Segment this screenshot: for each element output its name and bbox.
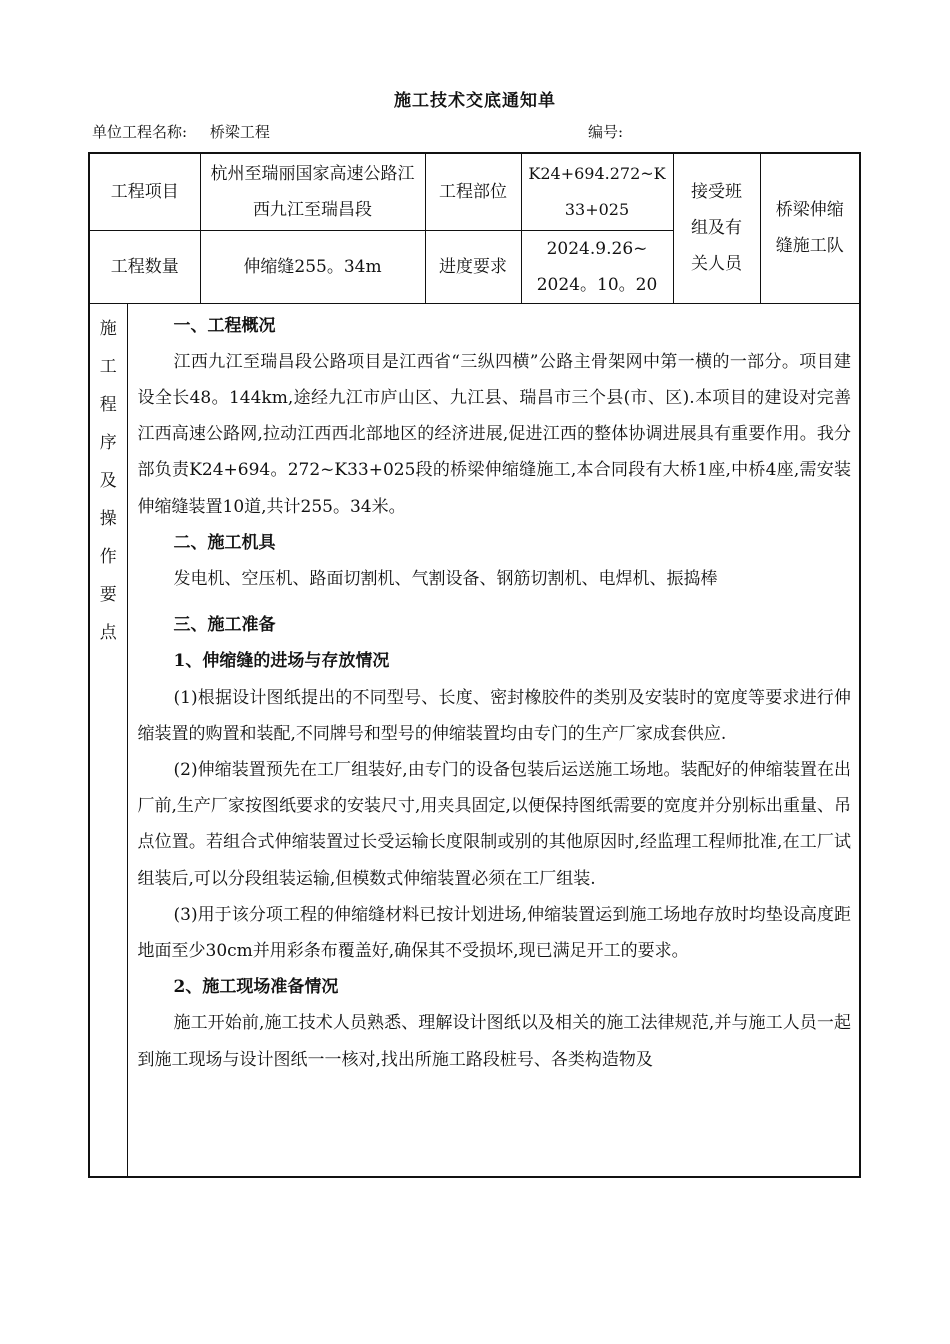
number-label: 编号: xyxy=(588,123,624,141)
project-part-value xyxy=(521,153,673,230)
receiver-label xyxy=(673,153,760,303)
overview-paragraph: 江西九江至瑞昌段公路项目是江西省“三纵四横”公路主骨架网中第一横的一部分。项目建设全长48。144km,途经九江市庐山区、九江县、瑞昌市三个县(市、区).本项目的建设对完善江西高速公路网,拉动江西西北部地区的经济进展,促进江西的整体协调进展具有重要作用。我分部负责K24+694。272~K33+025段的桥梁伸缩缝施工,本合同段有大桥1座,中桥4座,需安装伸缩缝装置10道,共计255。34米。 xyxy=(137,351,851,517)
spacer xyxy=(138,597,852,607)
section-heading-overview: 一、工程概况 xyxy=(173,315,276,336)
receiver-label-text: 接受班组及有关人员 xyxy=(691,182,742,275)
site-paragraph: 施工开始前,施工技术人员熟悉、理解设计图纸以及相关的施工法律规范,并与施工人员一起到施工现场与设计图纸一一核对,找出所施工路段桩号、各类构造物及 xyxy=(137,1013,851,1070)
subsection-heading-storage: 1、伸缩缝的进场与存放情况 xyxy=(173,651,390,672)
quantity-value: 伸缩缝255。34m xyxy=(200,230,425,303)
receiver-value-text: 桥梁伸缩缝施工队 xyxy=(775,200,844,257)
unit-name-value: 桥梁工程 xyxy=(209,123,270,141)
procedure-char: 工 xyxy=(99,356,117,377)
procedure-char: 序 xyxy=(99,432,117,453)
storage-paragraph-1: (1)根据设计图纸提出的不同型号、长度、密封橡胶件的类别及安装时的宽度等要求进行伸缩装置的购置和装配,不同牌号和型号的伸缩装置均由专门的生产厂家成套供应. xyxy=(137,687,851,744)
procedure-char: 程 xyxy=(99,394,117,415)
unit-name-label: 单位工程名称: xyxy=(92,123,188,141)
schedule-value xyxy=(521,230,673,303)
project-part-text: K24+694.272~K33+025 xyxy=(528,163,666,219)
project-item-text: 杭州至瑞丽国家高速公路江西九江至瑞昌段 xyxy=(210,163,415,220)
unit-name-line xyxy=(92,121,270,142)
procedure-label xyxy=(89,303,127,1177)
procedure-char: 施 xyxy=(99,318,117,339)
receiver-value xyxy=(760,153,860,303)
project-item-value xyxy=(200,153,425,230)
storage-paragraph-2: (2)伸缩装置预先在工厂组装好,由专门的设备包装后运送施工场地。装配好的伸缩装置在出厂前,生产厂家按图纸要求的安装尺寸,用夹具固定,以便保持图纸需要的宽度并分别标出重量、吊点位置。若组合式伸缩装置过长受运输长度限制或别的其他原因时,经监理工程师批准,在工厂试组装后,可以分段组装运输,但模数式伸缩装置必须在工厂组装. xyxy=(137,759,851,889)
project-part-label: 工程部位 xyxy=(425,153,521,230)
notice-table xyxy=(88,152,861,1178)
schedule-label: 进度要求 xyxy=(425,230,521,303)
schedule-end: 2024。10。20 xyxy=(536,274,658,295)
equipment-paragraph: 发电机、空压机、路面切割机、气割设备、钢筋切割机、电焊机、振捣棒 xyxy=(173,568,718,589)
schedule-start: 2024.9.26~ xyxy=(546,238,648,259)
project-item-label: 工程项目 xyxy=(89,153,200,230)
procedure-char: 要 xyxy=(99,584,117,605)
quantity-label: 工程数量 xyxy=(89,230,200,303)
section-heading-equipment: 二、施工机具 xyxy=(173,532,276,553)
procedure-char: 及 xyxy=(99,470,117,491)
storage-paragraph-3: (3)用于该分项工程的伸缩缝材料已按计划进场,伸缩装置运到施工场地存放时均垫设高度距地面至少30cm并用彩条布覆盖好,确保其不受损坏,现已满足开工的要求。 xyxy=(137,904,851,961)
procedure-char: 点 xyxy=(99,622,117,643)
section-heading-preparation: 三、施工准备 xyxy=(173,615,276,636)
procedure-content xyxy=(127,303,860,1177)
procedure-char: 作 xyxy=(99,546,117,567)
subsection-heading-site: 2、施工现场准备情况 xyxy=(173,977,339,998)
document-title: 施工技术交底通知单 xyxy=(394,91,556,111)
procedure-char: 操 xyxy=(99,508,117,529)
